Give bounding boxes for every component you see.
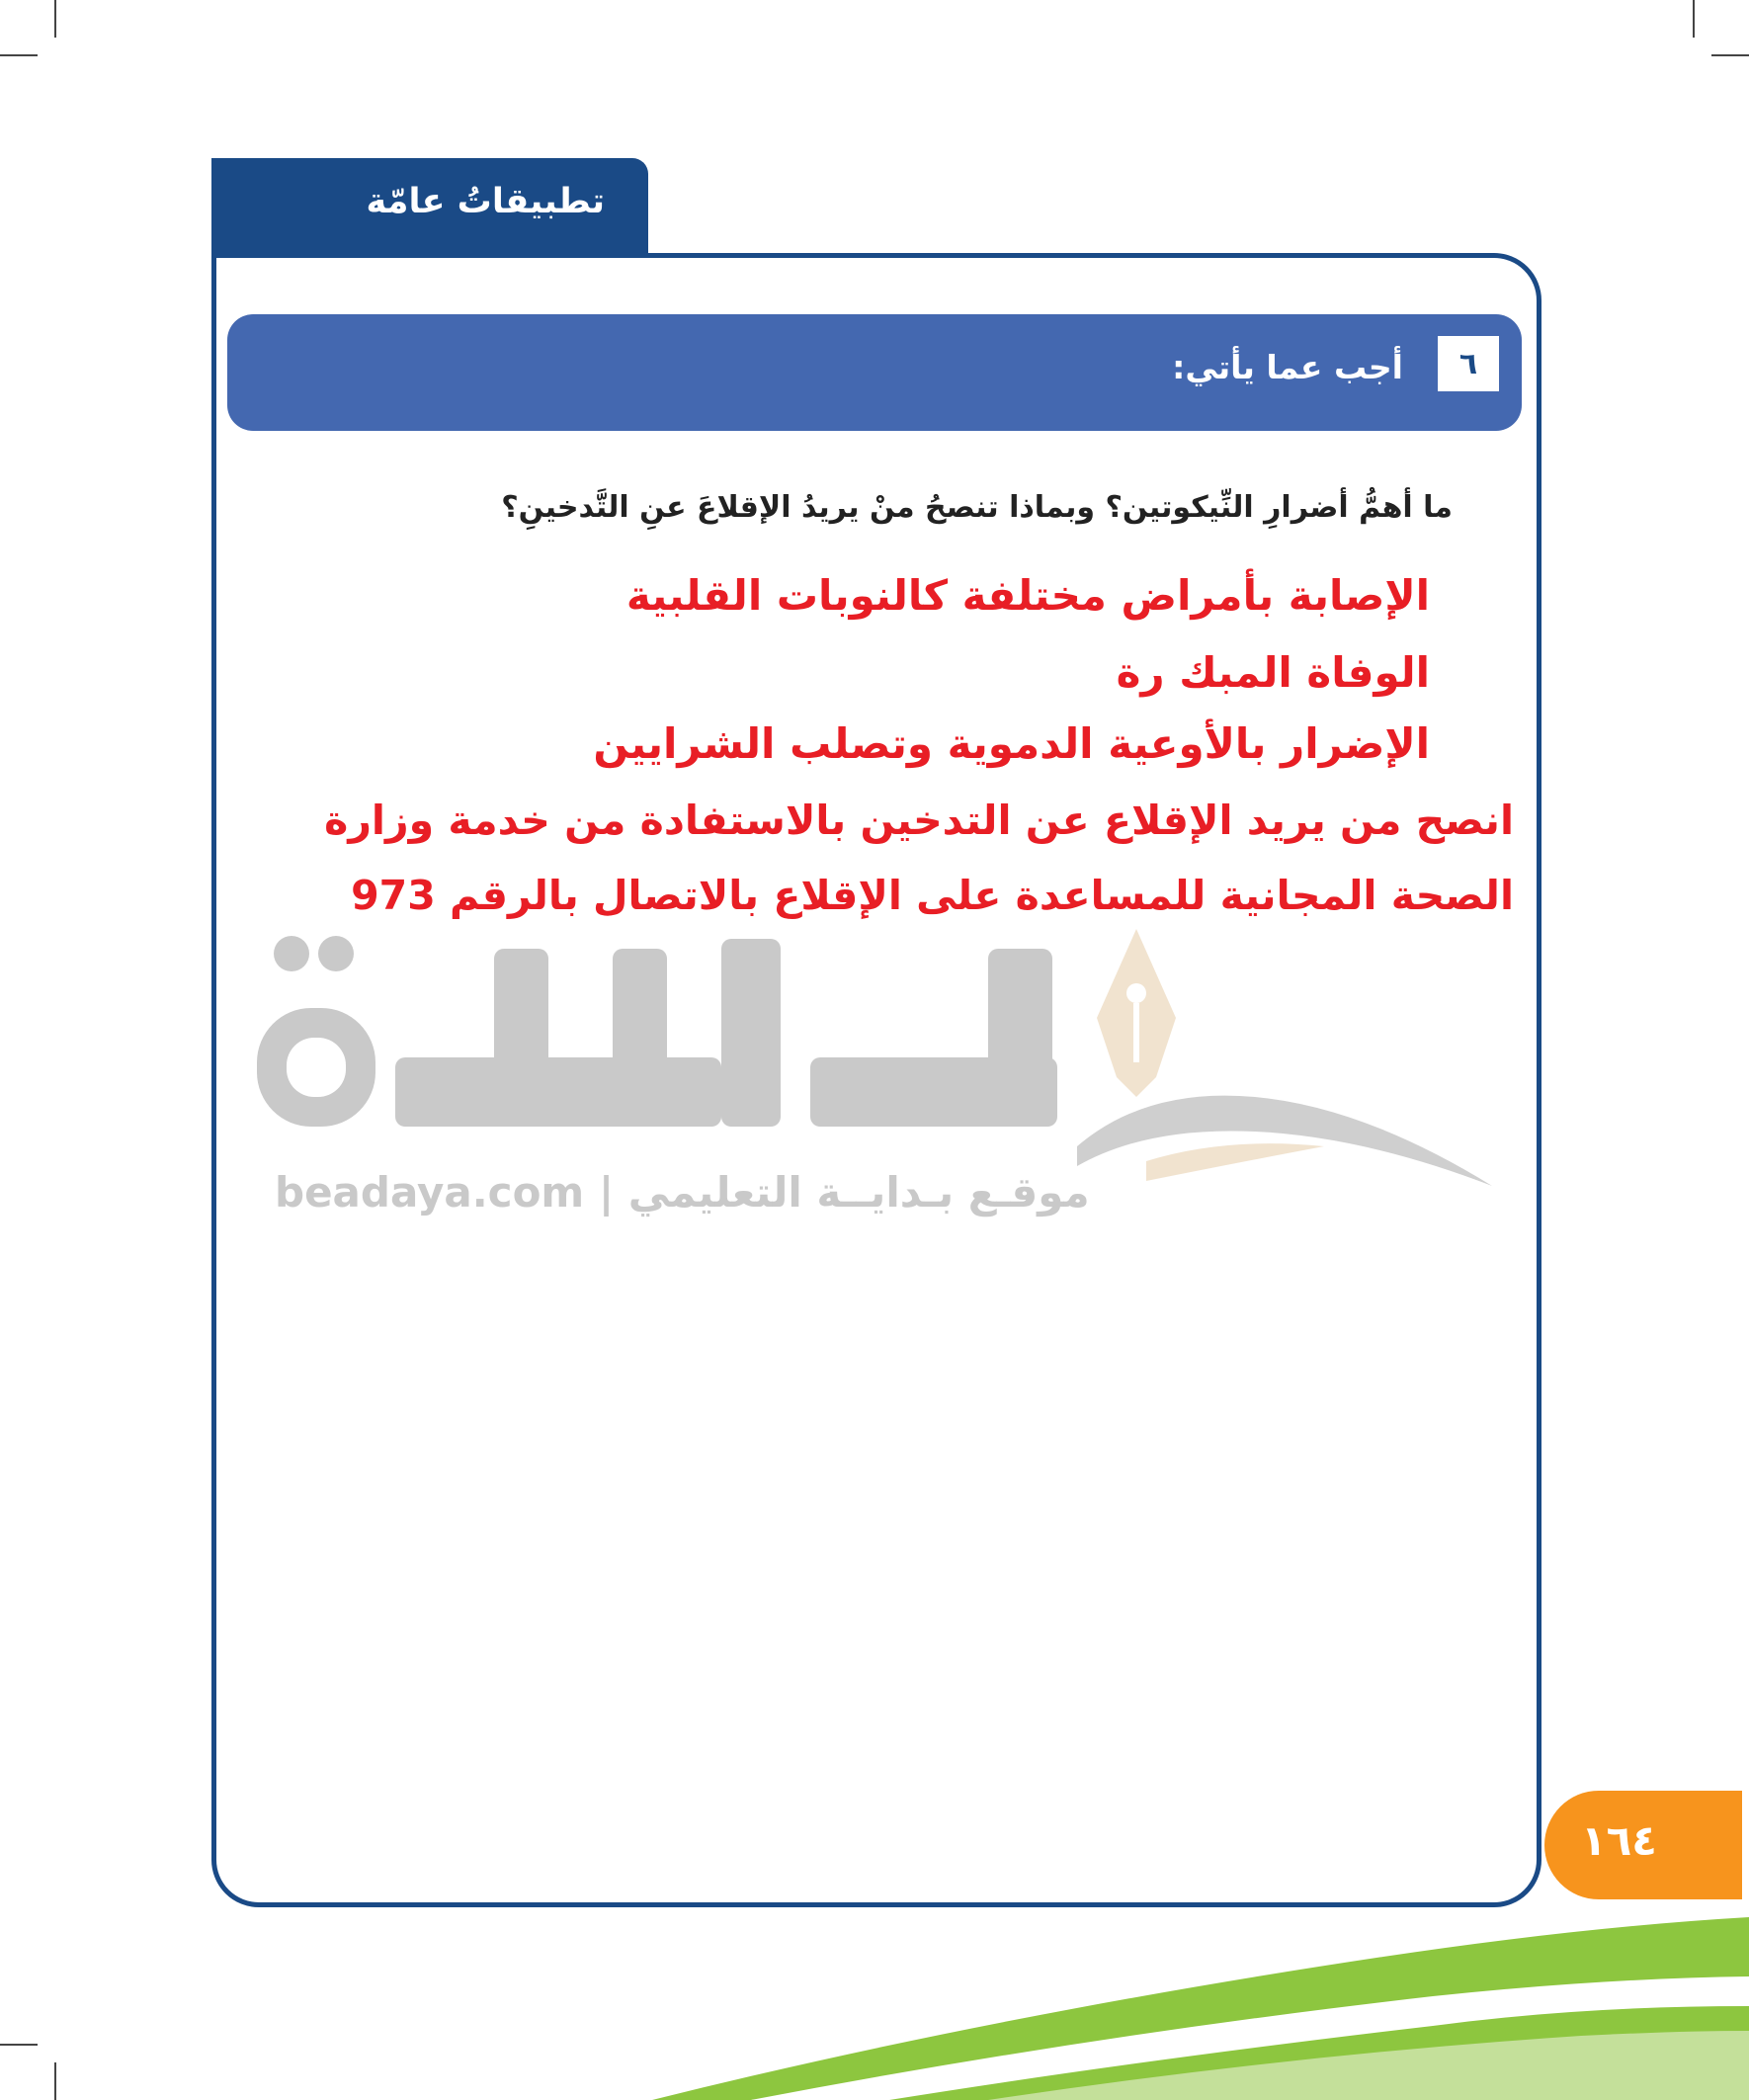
watermark-letters (257, 936, 1057, 1127)
answer-line-2: الوفاة المبك رة (1116, 648, 1430, 697)
answer-line-1: الإصابة بأمراض مختلفة كالنوبات القلبية (625, 571, 1430, 620)
pen-nib-icon (1097, 929, 1176, 1097)
swoosh-icon (1077, 1096, 1492, 1186)
answer-line-5: الصحة المجانية للمساعدة على الإقلاع بالاتصال بالرقم 973 (351, 872, 1514, 919)
question-number: ٦ (1438, 336, 1499, 391)
watermark-text: beadaya.com | موقـع بـدايــة التعليمي (275, 1168, 1090, 1217)
page-number: ١٦٤ (1581, 1816, 1657, 1865)
question-title: أجب عما يأتي: (1172, 348, 1403, 386)
swoosh-icon (1146, 1143, 1324, 1181)
section-title: تطبيقاتُ عامّة (366, 182, 605, 221)
crop-mark (1693, 0, 1695, 38)
answer-line-4: انصح من يريد الإقلاع عن التدخين بالاستفادة من خدمة وزارة (324, 797, 1514, 844)
question-prompt: ما أهمُّ أضرارِ النِّيكوتين؟ وبماذا تنصحُ منْ يريدُ الإقلاعَ عنِ التَّدخينِ؟ (501, 490, 1453, 525)
footer-swoosh (0, 1897, 1749, 2100)
answer-line-3: الإضرار بالأوعية الدموية وتصلب الشرايين (593, 719, 1430, 768)
crop-mark (1711, 54, 1749, 56)
crop-mark (54, 0, 56, 38)
crop-mark (0, 54, 38, 56)
